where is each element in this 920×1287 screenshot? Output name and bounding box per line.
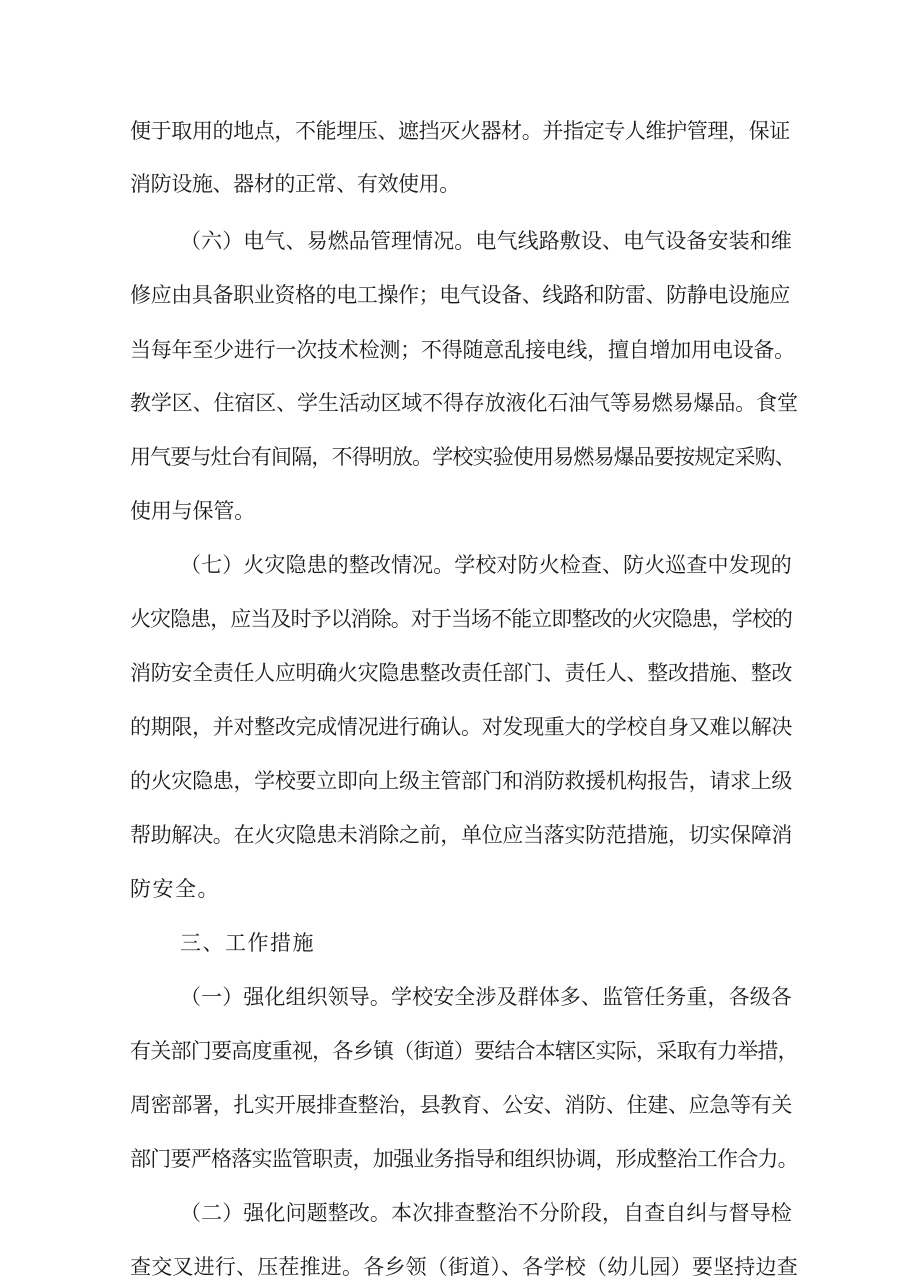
text-line: 教学区、住宿区、学生活动区域不得存放液化石油气等易燃易爆品。食堂: [130, 391, 798, 415]
text-line: 消防安全责任人应明确火灾隐患整改责任部门、责任人、整改措施、整改: [130, 661, 793, 685]
text-line: 有关部门要高度重视，各乡镇（街道）要结合本辖区实际，采取有力举措，: [130, 1039, 798, 1063]
text-line: 周密部署，扎实开展排查整治，县教育、公安、消防、住建、应急等有关: [130, 1093, 793, 1117]
text-line: （二）强化问题整改。本次排查整治不分阶段，自查自纠与督导检: [180, 1201, 792, 1225]
text-line: 使用与保管。: [130, 499, 255, 523]
text-line: 消防设施、器材的正常、有效使用。: [130, 172, 460, 196]
text-line: （六）电气、易燃品管理情况。电气线路敷设、电气设备安装和维: [180, 229, 792, 253]
text-line: 修应由具备职业资格的电工操作；电气设备、线路和防雷、防静电设施应: [130, 283, 790, 307]
section-heading: 三、工作措施: [180, 931, 315, 955]
text-line: 当每年至少进行一次技术检测；不得随意乱接电线，擅自增加用电设备。: [130, 338, 795, 362]
text-line: （一）强化组织领导。学校安全涉及群体多、监管任务重，各级各: [180, 985, 792, 1009]
text-line: 帮助解决。在火灾隐患未消除之前，单位应当落实防范措施，切实保障消: [130, 823, 793, 847]
text-line: 的火灾隐患，学校要立即向上级主管部门和消防救援机构报告，请求上级: [130, 769, 793, 793]
text-line: 部门要严格落实监管职责，加强业务指导和组织协调，形成整治工作合力。: [130, 1147, 798, 1171]
text-line: 用气要与灶台有间隔，不得明放。学校实验使用易燃易爆品要按规定采购、: [130, 445, 795, 469]
text-line: 火灾隐患，应当及时予以消除。对于当场不能立即整改的火灾隐患，学校的: [130, 607, 792, 631]
text-line: 防安全。: [130, 877, 220, 901]
text-line: 的期限，并对整改完成情况进行确认。对发现重大的学校自身又难以解决: [130, 715, 793, 739]
text-line: 查交叉进行、压茬推进。各乡领（街道）、各学校（幼儿园）要坚持边查: [130, 1255, 798, 1279]
text-line: 便于取用的地点，不能埋压、遮挡灭火器材。并指定专人维护管理，保证: [130, 119, 790, 143]
text-line: （七）火灾隐患的整改情况。学校对防火检查、防火巡查中发现的: [180, 553, 792, 577]
